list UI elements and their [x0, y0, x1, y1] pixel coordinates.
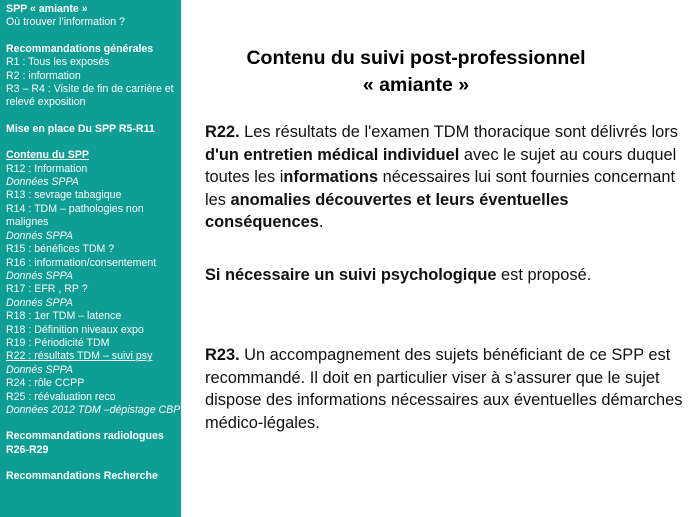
sidebar-item[interactable]: R24 : rôle CCPP [6, 377, 85, 390]
sidebar-item[interactable]: Mise en place Du SPP R5-R11 [6, 122, 155, 135]
sidebar-item[interactable]: Où trouver l’information ? [6, 16, 125, 29]
sidebar-item[interactable]: R17 : EFR , RP ? [6, 283, 88, 296]
sidebar-item[interactable]: R1 : Tous les exposés [6, 56, 110, 69]
sidebar-item[interactable]: R2 : information [6, 69, 81, 82]
sidebar-item[interactable]: R18 : 1er TDM – latence [6, 310, 122, 323]
sidebar-item[interactable]: Données 2012 TDM –dépistage CBP [6, 403, 181, 416]
recommendation-r23 [205, 344, 685, 434]
sidebar-nav [0, 0, 181, 517]
r23-label: R23. [205, 346, 240, 364]
sidebar-spacer [6, 457, 181, 470]
sidebar-spacer [6, 417, 181, 430]
sidebar-item[interactable]: Recommandations Recherche [6, 470, 158, 483]
r22-text-3: nécessaires lui sont fournies concernant les [205, 168, 676, 209]
sidebar-spacer [6, 30, 181, 43]
psychological-followup [205, 264, 685, 287]
r22-text-2: avec le sujet au cours duquel toutes les i [205, 145, 677, 187]
sidebar-item[interactable]: R18 : Définition niveaux expo [6, 323, 144, 336]
title-line-2: « amiante » [362, 74, 470, 96]
sidebar-spacer [6, 110, 181, 123]
r22-bold-3: anomalies découvertes et leurs éventuelles conséquences [205, 190, 569, 232]
r23-text: Un accompagnement des sujets bénéficiant de ce SPP est recommandé. Il doit en particulier viser à s’assurer que le sujet dispose des informations nécessaires aux éventuelles démarches médico-légales. [205, 346, 683, 432]
psy-text: est proposé. [496, 266, 592, 284]
sidebar-item[interactable]: R14 : TDM – pathologies non malignes [6, 202, 144, 229]
psy-bold: Si nécessaire un suivi psychologique [205, 266, 497, 284]
slide-title [181, 45, 651, 99]
sidebar-item[interactable]: R3 – R4 : Visite de fin de carrière et relevé exposition [6, 83, 174, 109]
r22-bold-2: nformations [283, 168, 379, 187]
sidebar-item[interactable]: SPP « amiante » [6, 3, 88, 15]
sidebar-item[interactable]: Donnés SPPA [6, 296, 73, 309]
sidebar-spacer [6, 136, 181, 149]
sidebar-item[interactable]: Recommandations radiologues R26-R29 [6, 430, 164, 456]
r22-text-1: Les résultats de l'examen TDM thoracique sont délivrés lors [239, 123, 678, 141]
title-line-1: Contenu du suivi post-professionnel [246, 47, 586, 69]
r22-label: R22. [205, 123, 240, 141]
sidebar-item[interactable]: R16 : information/consentement [6, 256, 157, 269]
sidebar-item[interactable]: Contenu du SPP [6, 149, 89, 162]
r22-text-4: . [318, 213, 324, 232]
sidebar-item[interactable]: Recommandations générales [6, 42, 154, 55]
sidebar-item[interactable]: Données SPPA [6, 176, 79, 189]
r22-bold-1: d'un entretien médical individuel [205, 145, 460, 164]
sidebar-item[interactable]: R12 : Information [6, 162, 88, 175]
sidebar-item[interactable]: Donnés SPPA [6, 269, 73, 282]
recommendation-r22 [205, 121, 685, 234]
slide-content [181, 0, 689, 517]
sidebar-item[interactable]: R22 : résultats TDM – suivi psy [6, 350, 153, 363]
sidebar-item[interactable]: R25 : réévaluation reco [6, 390, 116, 403]
sidebar-item[interactable]: R13 : sevrage tabagique [6, 189, 122, 202]
sidebar-item[interactable]: R15 : bénéfices TDM ? [6, 243, 115, 256]
sidebar-item[interactable]: Donnés SPPA [6, 363, 73, 376]
sidebar-item[interactable]: Donnés SPPA [6, 229, 73, 242]
sidebar-item[interactable]: R19 : Périodicité TDM [6, 336, 110, 349]
